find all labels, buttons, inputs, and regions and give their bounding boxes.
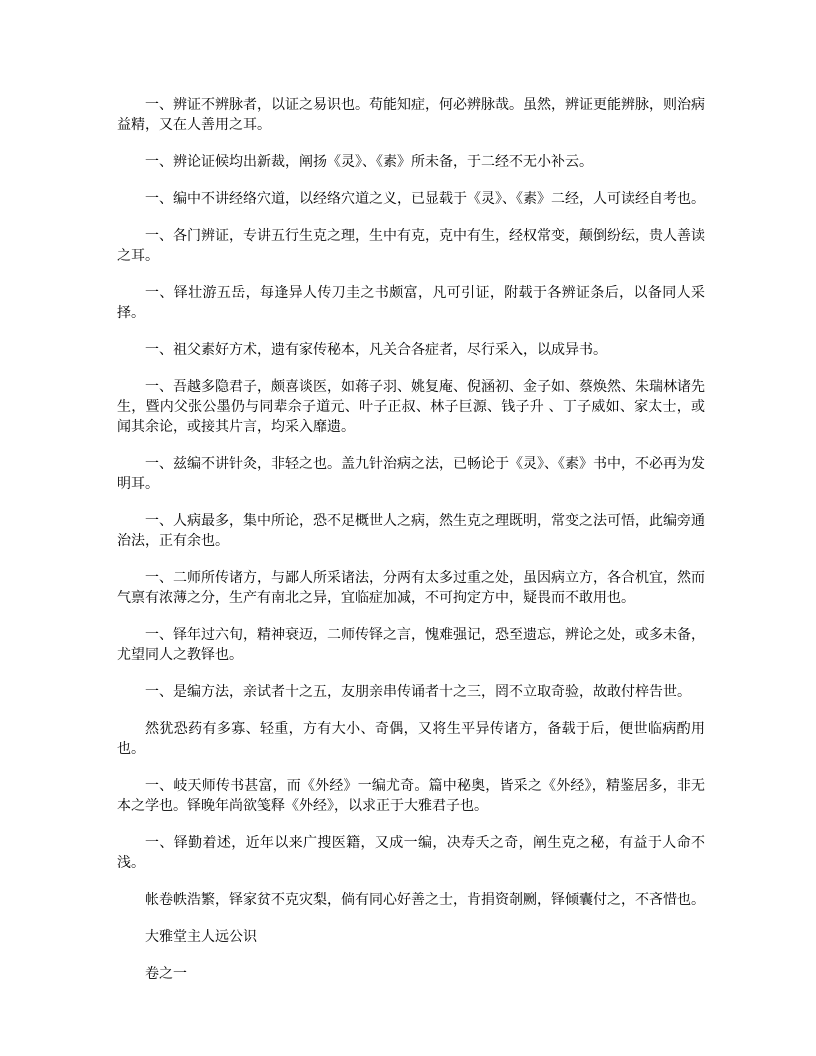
- paragraph-13: 然犹恐药有多寡、轻重，方有大小、奇偶，又将生平异传诸方，备载于后，便世临病酌用也。: [117, 721, 705, 757]
- paragraph-3: 一、编中不讲经络穴道，以经络穴道之义，已显载于《灵》、《素》二经，人可读经自考也。: [145, 191, 705, 207]
- paragraph-12: 一、是编方法，亲试者十之五，友朋亲串传诵者十之三，罔不立取奇验，故敢付梓告世。: [145, 684, 691, 700]
- paragraph-14: 一、岐天师传书甚富，而《外经》一编尤奇。篇中秘奥，皆采之《外经》，精鉴居多，非无本之学也。铎晚年尚欲笺释《外经》，以求正于大雅君子也。: [117, 778, 705, 814]
- paragraph-11: 一、铎年过六旬，精神衰迈，二师传铎之言，愧难强记，恐至遗忘，辨论之处，或多未备，尤望同人之教铎也。: [117, 627, 705, 663]
- document-body: [117, 95, 705, 1001]
- paragraph-16: 帐卷帙浩繁，铎家贫不克灾梨，倘有同心好善之士，肯捐资剞劂，铎倾囊付之，不吝惜也。: [145, 892, 705, 908]
- paragraph-7: 一、吾越多隐君子，颇喜谈医，如蒋子羽、姚复庵、倪涵初、金子如、蔡焕然、朱瑞林诸先生，暨内父张公墨仍与同辈佘子道元、叶子正叔、林子巨源、钱子升 、丁子威如、家太士，或闻其余论，或接其片言，均采入靡遗。: [117, 379, 705, 435]
- paragraph-8: 一、兹编不讲针灸，非轻之也。盖九针治病之法，已畅论于《灵》、《素》书中，不必再为发明耳。: [117, 456, 705, 492]
- paragraph-1: 一、辨证不辨脉者，以证之易识也。苟能知症，何必辨脉哉。虽然，辨证更能辨脉，则治病益精，又在人善用之耳。: [117, 97, 705, 133]
- signature-line: 大雅堂主人远公识: [145, 929, 257, 945]
- paragraph-6: 一、祖父素好方术，遗有家传秘本，凡关合各症者，尽行采入，以成异书。: [145, 342, 607, 358]
- paragraph-9: 一、人病最多，集中所论，恐不足概世人之病，然生克之理既明，常变之法可悟，此编旁通治法，正有余也。: [117, 513, 705, 549]
- paragraph-2: 一、辨论证候均出新裁，阐扬《灵》、《素》所未备，于二经不无小补云。: [145, 154, 593, 170]
- paragraph-10: 一、二师所传诸方，与鄙人所采诸法，分两有太多过重之处，虽因病立方，各合机宜，然而气禀有浓薄之分，生产有南北之异，宜临症加减，不可拘定方中，疑畏而不敢用也。: [117, 570, 705, 606]
- paragraph-5: 一、铎壮游五岳，每逢异人传刀圭之书颇富，凡可引证，附载于各辨证条后，以备同人采择。: [117, 285, 705, 321]
- paragraph-15: 一、铎勤着述，近年以来广搜医籍，又成一编，决寿夭之奇，阐生克之秘，有益于人命不浅。: [117, 835, 705, 871]
- volume-heading: 卷之一: [145, 966, 187, 982]
- paragraph-4: 一、各门辨证，专讲五行生克之理，生中有克，克中有生，经权常变，颠倒纷纭，贵人善读之耳。: [117, 228, 705, 264]
